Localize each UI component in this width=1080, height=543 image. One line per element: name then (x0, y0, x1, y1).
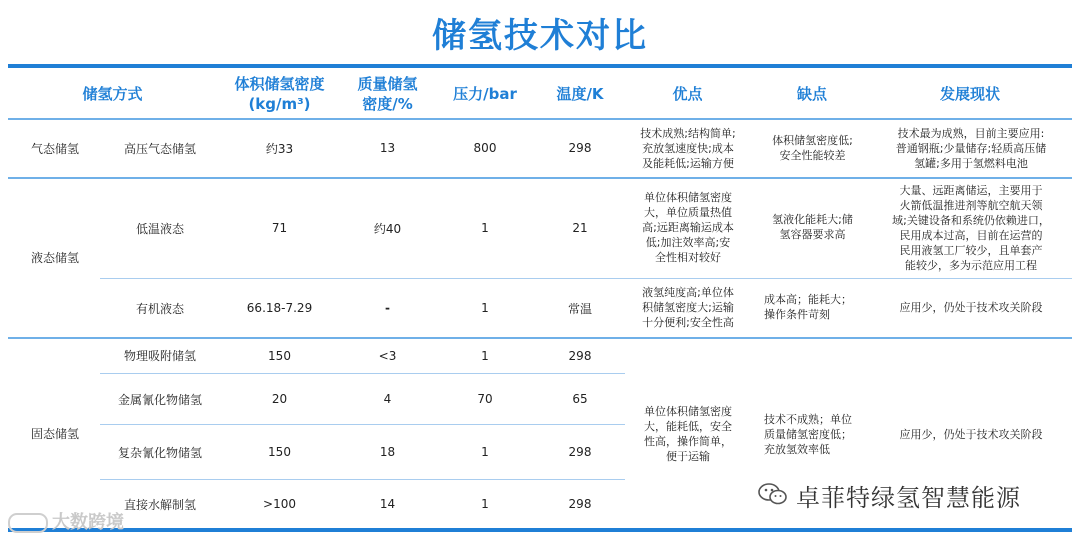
text-line: 液氢纯度高;单位体 (642, 286, 734, 299)
top-rule (8, 64, 1072, 68)
row-divider (100, 479, 625, 480)
organic-status (880, 300, 1062, 315)
text-line: 单位体积储氢密度 (644, 405, 732, 418)
row-divider (100, 278, 1072, 279)
cell-pressure: 1 (481, 348, 489, 363)
cell-mass: <3 (378, 348, 397, 363)
subtype-solid: 物理吸附储氢 (123, 349, 196, 363)
subtype-solid: 金属氰化物储氢 (117, 392, 202, 407)
cell-temp: 21 (572, 221, 588, 235)
subtype-solid: 复杂氰化物储氢 (117, 445, 202, 460)
cell-temp: 65 (572, 392, 588, 406)
text-line: 氢液化能耗大;储 (772, 213, 853, 226)
text-line: 单位体积储氢密度 (644, 191, 732, 204)
text-line: 安全性能较差 (779, 149, 846, 162)
text-line: 便于运输 (666, 450, 710, 463)
subtype-cryo: 低温液态 (135, 221, 184, 236)
cryo-cons (755, 212, 870, 242)
site-watermark-text: 大数跨境 (52, 512, 124, 533)
watermark-logo-icon (8, 513, 48, 533)
page-title: 储氢技术对比 (432, 16, 648, 56)
text-line: 技术成熟;结构简单; (640, 127, 736, 140)
text-line: 操作条件苛刻 (764, 308, 830, 321)
subtype-organic: 有机液态 (135, 301, 184, 316)
text-line: 低;加注效率高;安 (645, 236, 731, 249)
organic-pros (632, 285, 744, 330)
header-cons: 缺点 (796, 85, 827, 103)
solid-pros (632, 404, 744, 464)
category-liquid: 液态储氢 (30, 251, 79, 265)
cryo-pros (632, 190, 744, 265)
text-line: 质量储氢密度低； (764, 428, 852, 441)
bottom-rule (8, 528, 1072, 532)
text-line: 成本高；能耗大； (764, 293, 852, 306)
cell-temp: 298 (568, 497, 592, 511)
cell-temp: 298 (568, 348, 592, 363)
text-line: 技术最为成熟，目前主要应用: (897, 127, 1045, 140)
cell-mass: 14 (379, 497, 396, 511)
header-status: 发展现状 (939, 85, 1000, 103)
text-line: 积储氢密度大;运输 (642, 301, 734, 314)
cell-temp: 298 (568, 445, 592, 459)
text-line: 民用液氢工厂较少，且单套产 (899, 244, 1043, 257)
solid-status (880, 427, 1062, 442)
header-mass-density-line2: 密度/% (362, 95, 413, 113)
text-line: 民用成本过高，目前在运营的 (899, 229, 1043, 242)
cell-vol: 71 (271, 221, 288, 235)
header-vol-density-line1: 体积储氢密度 (234, 75, 325, 93)
cell-pressure: 1 (481, 445, 489, 459)
header-method: 储氢方式 (82, 85, 143, 103)
cell-temp: 298 (568, 141, 592, 155)
cell-mass: 18 (379, 445, 396, 459)
cell-mass: 4 (383, 392, 392, 406)
text-line: 性高，操作简单， (644, 435, 732, 448)
cell-vol: 150 (268, 348, 291, 363)
header-temperature: 温度/K (556, 85, 604, 103)
text-line: 大，能耗低，安全 (644, 420, 732, 433)
cell-pressure: 1 (481, 301, 489, 315)
header-pros: 优点 (672, 85, 703, 103)
text-line: 能较少，多为示范应用工程 (905, 259, 1037, 272)
subtype-gas: 高压气态储氢 (123, 141, 196, 156)
text-line: 全性相对较好 (655, 251, 721, 264)
wechat-watermark: 卓菲特绿氢智慧能源 (796, 484, 1021, 512)
cell-mass: - (385, 301, 390, 315)
text-line: 体积储氢密度低; (772, 134, 853, 147)
wechat-icon (758, 482, 788, 506)
organic-cons (752, 292, 869, 322)
cell-mass: 13 (379, 141, 396, 155)
gas-pros (632, 126, 744, 171)
text-line: 技术不成熟；单位 (764, 413, 852, 426)
gas-cons (755, 133, 870, 163)
header-vol-density-line2: (kg/m³) (248, 95, 311, 113)
cryo-status (880, 183, 1062, 273)
header-mass-density-line1: 质量储氢 (357, 75, 418, 93)
cell-vol: 约33 (265, 141, 294, 156)
cell-vol: 150 (268, 445, 291, 459)
gas-status (880, 126, 1062, 171)
solid-cons (752, 412, 874, 457)
text-line: 高;远距离输运成本 (642, 221, 734, 234)
cell-pressure: 70 (477, 392, 493, 406)
category-solid: 固态储氢 (30, 426, 79, 441)
text-line: 十分便利;安全性高 (642, 316, 734, 329)
text-line: 大，单位质量热值 (644, 206, 732, 219)
cell-vol: 20 (271, 392, 288, 406)
text-line: 应用少，仍处于技术攻关阶段 (899, 428, 1043, 441)
text-line: 氢罐;多用于氢燃料电池 (914, 157, 1028, 170)
text-line: 充放氢速度快;成本 (642, 142, 734, 155)
text-line: 及能耗低;运输方便 (642, 157, 734, 170)
cell-pressure: 800 (473, 141, 497, 155)
cell-pressure: 1 (481, 221, 489, 235)
row-divider (100, 373, 625, 374)
subtype-solid: 直接水解制氢 (123, 497, 196, 512)
text-line: 大量、远距离储运，主要用于 (899, 184, 1043, 197)
text-line: 氢容器要求高 (779, 228, 846, 241)
site-watermark (8, 508, 124, 534)
text-line: 火箭低温推进剂等航空航天领 (899, 199, 1043, 212)
text-line: 普通钢瓶;少量储存;轻质高压储 (895, 142, 1047, 155)
row-divider (100, 424, 625, 425)
cell-temp: 常温 (567, 301, 592, 316)
category-gas: 气态储氢 (30, 141, 79, 156)
cell-pressure: 1 (481, 497, 489, 511)
header-pressure: 压力/bar (453, 85, 517, 103)
text-line: 域;关键设备和系统仍依赖进口， (892, 214, 1050, 227)
cell-vol: >100 (263, 497, 296, 511)
text-line: 充放氢效率低 (764, 443, 830, 456)
cell-mass: 约40 (373, 221, 402, 236)
text-line: 应用少，仍处于技术攻关阶段 (899, 301, 1043, 314)
header-mass-density (340, 72, 435, 116)
header-vol-density (222, 72, 337, 116)
cell-vol: 66.18-7.29 (246, 301, 313, 315)
